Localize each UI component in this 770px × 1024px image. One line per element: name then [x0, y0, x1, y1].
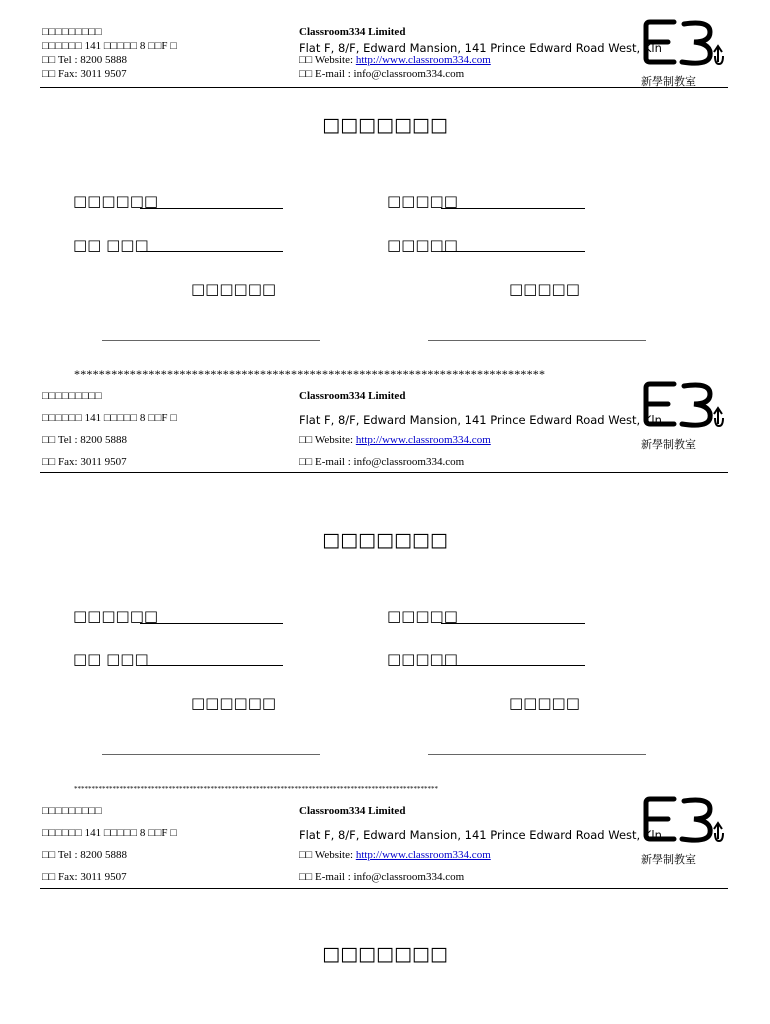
company-address-en: Flat F, 8/F, Edward Mansion, 141 Prince Edward Road West, Kln	[299, 413, 662, 426]
signature-line-right[interactable]	[428, 340, 646, 341]
field-label-4: □□□□□	[387, 236, 458, 254]
company-website	[299, 849, 491, 862]
signature-label-left: □□□□□□	[191, 694, 277, 712]
e3-logo-icon	[640, 380, 732, 434]
company-fax: □□ Fax: 3011 9507	[42, 456, 127, 468]
company-name-en: Classroom334 Limited	[299, 26, 406, 38]
signature-label-right: □□□□□	[509, 694, 580, 712]
field-label-1: □□□□□□	[73, 192, 159, 210]
company-tel: □□ Tel : 8200 5888	[42, 849, 128, 861]
company-address-en: Flat F, 8/F, Edward Mansion, 141 Prince Edward Road West, Kln	[299, 41, 662, 54]
field-label-3: □□□□□	[387, 607, 458, 625]
website-prefix: □□ Website:	[299, 849, 356, 861]
e3-logo	[640, 18, 726, 72]
company-address-cn: □□□□□□ 141 □□□□□ 8 □□F □	[42, 827, 177, 839]
company-website	[299, 54, 491, 67]
website-link[interactable]: http://www.classroom334.com	[355, 849, 491, 861]
company-fax: □□ Fax: 3011 9507	[42, 871, 127, 883]
field-line-3[interactable]	[441, 623, 585, 624]
signature-label-left: □□□□□□	[191, 280, 277, 298]
e3-logo	[640, 795, 726, 849]
field-label-1: □□□□□□	[73, 607, 159, 625]
header-divider	[40, 888, 728, 889]
company-address-en: Flat F, 8/F, Edward Mansion, 141 Prince Edward Road West, Kln	[299, 828, 662, 841]
company-name-en: Classroom334 Limited	[299, 390, 406, 402]
cut-separator: ****************************************************************************	[74, 367, 546, 381]
company-website	[299, 434, 491, 447]
company-address-cn: □□□□□□ 141 □□□□□ 8 □□F □	[42, 40, 177, 52]
field-line-4[interactable]	[441, 665, 585, 666]
form-title: □□□□□□□	[322, 943, 448, 965]
company-name-cn: □□□□□□□□□	[42, 26, 102, 38]
company-email: □□ E-mail : info@classroom334.com	[299, 456, 465, 468]
logo-caption: 新學制教室	[641, 853, 696, 866]
field-line-1[interactable]	[140, 623, 283, 624]
company-name-cn: □□□□□□□□□	[42, 805, 102, 817]
field-label-2: □□ □□□	[73, 236, 149, 254]
company-email: □□ E-mail : info@classroom334.com	[299, 871, 465, 883]
website-prefix: □□ Website:	[299, 54, 356, 66]
header-divider	[40, 87, 728, 88]
company-name-cn: □□□□□□□□□	[42, 390, 102, 402]
logo-caption: 新學制教室	[641, 75, 696, 88]
signature-line-left[interactable]	[102, 754, 320, 755]
website-link[interactable]: http://www.classroom334.com	[355, 54, 491, 66]
company-fax: □□ Fax: 3011 9507	[42, 68, 127, 80]
field-line-4[interactable]	[441, 251, 585, 252]
field-line-2[interactable]	[140, 665, 283, 666]
signature-label-right: □□□□□	[509, 280, 580, 298]
field-label-4: □□□□□	[387, 650, 458, 668]
signature-line-right[interactable]	[428, 754, 646, 755]
e3-logo-icon	[640, 795, 732, 849]
website-link[interactable]: http://www.classroom334.com	[355, 434, 491, 446]
form-title: □□□□□□□	[322, 529, 448, 551]
field-line-3[interactable]	[441, 208, 585, 209]
field-line-2[interactable]	[140, 251, 283, 252]
website-prefix: □□ Website:	[299, 434, 356, 446]
logo-caption: 新學制教室	[641, 438, 696, 451]
signature-line-left[interactable]	[102, 340, 320, 341]
e3-logo	[640, 380, 726, 434]
company-address-cn: □□□□□□ 141 □□□□□ 8 □□F □	[42, 412, 177, 424]
company-name-en: Classroom334 Limited	[299, 805, 406, 817]
company-email: □□ E-mail : info@classroom334.com	[299, 68, 465, 80]
header-divider	[40, 472, 728, 473]
company-tel: □□ Tel : 8200 5888	[42, 434, 128, 446]
form-title: □□□□□□□	[322, 114, 448, 136]
field-label-3: □□□□□	[387, 192, 458, 210]
field-label-2: □□ □□□	[73, 650, 149, 668]
company-tel: □□ Tel : 8200 5888	[42, 54, 128, 66]
cut-separator: ********************************************************************************************************	[74, 785, 438, 793]
field-line-1[interactable]	[140, 208, 283, 209]
e3-logo-icon	[640, 18, 732, 72]
